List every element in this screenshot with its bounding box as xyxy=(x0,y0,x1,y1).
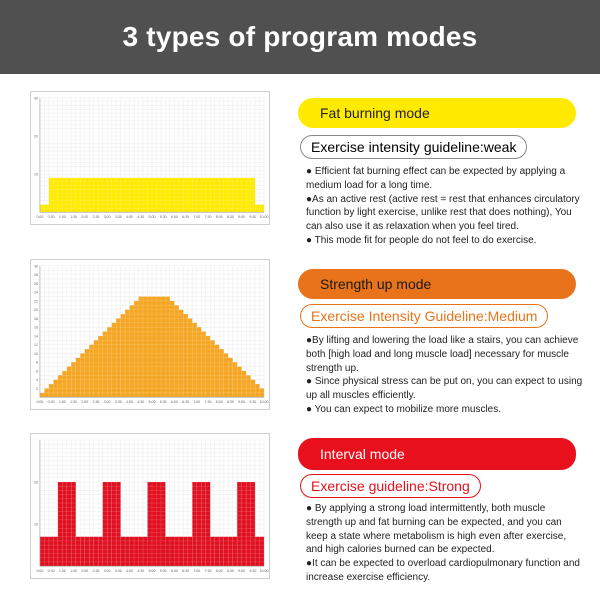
chart-bar xyxy=(76,537,81,566)
page-title: 3 types of program modes xyxy=(122,21,478,52)
chart-bar xyxy=(148,297,153,398)
chart-bar xyxy=(49,537,54,566)
chart-bar xyxy=(201,332,206,398)
chart-bar xyxy=(183,537,188,566)
y-tick-label: 20 xyxy=(33,480,38,485)
x-tick-label: 5:30 xyxy=(159,400,167,405)
chart-bar xyxy=(71,178,76,212)
chart-bar xyxy=(40,537,45,566)
chart-bar xyxy=(125,537,130,566)
chart-bar xyxy=(89,178,94,212)
chart-bar xyxy=(53,537,58,566)
x-tick-label: 9:30 xyxy=(249,569,257,574)
chart-bar xyxy=(170,178,175,212)
x-tick-label: 8:00 xyxy=(215,569,223,574)
chart-bar xyxy=(156,178,161,212)
interval-chart xyxy=(30,433,270,579)
chart-bar xyxy=(76,358,81,397)
x-tick-label: 7:30 xyxy=(204,215,212,220)
chart-bar xyxy=(156,297,161,398)
chart-bar xyxy=(237,367,242,398)
strength-up-line-2: ● Since physical stress can be put on, you can expect to using up all muscles efficiently. xyxy=(306,376,583,402)
chart-bar xyxy=(233,178,238,212)
chart-bar xyxy=(260,537,265,566)
chart-bar xyxy=(107,178,112,212)
x-tick-label: 1:30 xyxy=(70,400,78,405)
x-tick-label: 1:00 xyxy=(58,569,66,574)
chart-bar xyxy=(67,178,72,212)
chart-bar xyxy=(121,537,126,566)
chart-bar xyxy=(80,537,85,566)
x-tick-label: 4:00 xyxy=(126,400,134,405)
y-tick-label: 18 xyxy=(33,316,38,321)
chart-bar xyxy=(44,537,49,566)
x-tick-label: 5:30 xyxy=(159,569,167,574)
chart-bar xyxy=(130,305,135,397)
chart-bar xyxy=(143,297,148,398)
chart-bar xyxy=(94,340,99,397)
chart-bar xyxy=(94,178,99,212)
chart-bar xyxy=(210,340,215,397)
chart-bar xyxy=(224,178,229,212)
x-tick-label: 7:30 xyxy=(204,400,212,405)
strength-up-mode-title xyxy=(298,269,576,299)
chart-bar xyxy=(139,297,144,398)
chart-bar xyxy=(85,349,90,397)
fat-burning-chart xyxy=(30,91,270,225)
x-tick-label: 9:30 xyxy=(249,400,257,405)
y-tick-label: 28 xyxy=(33,273,38,278)
chart-bar xyxy=(161,178,166,212)
x-tick-label: 4:30 xyxy=(137,569,145,574)
interval-line-2: ●It can be expected to overload cardiopulmonary function and increase exercise efficiency. xyxy=(306,558,580,583)
x-tick-label: 0:00 xyxy=(36,215,44,220)
y-tick-label: 10 xyxy=(33,351,38,356)
fat-burning-line-3: ● This mode fit for people do not feel to do exercise. xyxy=(306,234,537,246)
chart-bar xyxy=(94,537,99,566)
chart-bar xyxy=(85,537,90,566)
strength-up-description xyxy=(306,334,584,417)
chart-bar xyxy=(121,178,126,212)
x-tick-label: 6:30 xyxy=(182,215,190,220)
chart-bar xyxy=(85,178,90,212)
x-tick-label: 10:00 xyxy=(259,569,269,574)
chart-bar xyxy=(40,393,45,397)
header-banner xyxy=(0,0,600,74)
x-tick-label: 2:30 xyxy=(92,400,100,405)
y-tick-label: 30 xyxy=(33,264,38,269)
chart-bar xyxy=(188,178,193,212)
chart-bar xyxy=(210,537,215,566)
y-tick-label: 10 xyxy=(33,172,38,177)
x-tick-label: 4:00 xyxy=(126,569,134,574)
strength-up-mode-label: Strength up mode xyxy=(320,276,432,292)
chart-bar xyxy=(183,314,188,397)
chart-bar xyxy=(228,178,233,212)
interval-line-1: ● By applying a strong load intermittently, both muscle strength up and fat burning can be expected, and you can keep a state where metabolism is high even after exercise, and high calories burned can be expected. xyxy=(306,503,567,556)
chart-bar xyxy=(237,178,242,212)
interval-guideline xyxy=(300,474,481,498)
x-tick-label: 5:00 xyxy=(148,215,156,220)
chart-bar xyxy=(215,178,220,212)
fat-burning-chart-svg xyxy=(31,92,269,224)
y-tick-label: 24 xyxy=(33,290,38,295)
chart-bar xyxy=(49,384,54,397)
chart-bar xyxy=(152,297,157,398)
y-tick-label: 8 xyxy=(35,360,38,365)
x-tick-label: 9:30 xyxy=(249,215,257,220)
x-tick-label: 9:00 xyxy=(238,215,246,220)
chart-bar xyxy=(58,375,63,397)
chart-bar xyxy=(179,178,184,212)
x-tick-label: 8:00 xyxy=(215,215,223,220)
x-tick-label: 0:00 xyxy=(36,400,44,405)
interval-chart-svg xyxy=(31,434,269,578)
chart-bar xyxy=(148,178,153,212)
chart-bar xyxy=(58,178,63,212)
x-tick-label: 4:00 xyxy=(126,215,134,220)
y-tick-label: 2 xyxy=(35,386,38,391)
x-tick-label: 6:30 xyxy=(182,569,190,574)
fat-burning-guideline xyxy=(300,135,527,159)
y-tick-label: 20 xyxy=(33,134,38,139)
x-tick-label: 3:30 xyxy=(114,215,122,220)
chart-bar xyxy=(242,178,247,212)
chart-bar xyxy=(139,537,144,566)
chart-bar xyxy=(255,537,260,566)
x-tick-label: 6:00 xyxy=(170,400,178,405)
x-tick-label: 1:00 xyxy=(58,215,66,220)
x-tick-label: 2:00 xyxy=(81,215,89,220)
x-tick-label: 7:30 xyxy=(204,569,212,574)
x-tick-label: 1:30 xyxy=(70,569,78,574)
y-tick-label: 6 xyxy=(35,369,38,374)
chart-bar xyxy=(215,537,220,566)
chart-bar xyxy=(152,178,157,212)
chart-bar xyxy=(165,537,170,566)
chart-bar xyxy=(228,358,233,397)
x-tick-label: 0:30 xyxy=(47,569,55,574)
x-tick-label: 5:00 xyxy=(148,400,156,405)
y-tick-label: 10 xyxy=(33,522,38,527)
strength-up-line-1: ●By lifting and lowering the load like a stairs, you can achieve both [high load and long muscle load] necessary for muscle strength up. xyxy=(306,335,579,374)
chart-bar xyxy=(170,537,175,566)
strength-up-guideline xyxy=(300,304,548,328)
chart-bar xyxy=(219,349,224,397)
chart-bar xyxy=(125,178,130,212)
x-tick-label: 5:00 xyxy=(148,569,156,574)
chart-bar xyxy=(130,537,135,566)
x-tick-label: 7:00 xyxy=(193,215,201,220)
x-tick-label: 2:30 xyxy=(92,569,100,574)
interval-description xyxy=(306,502,584,585)
chart-bar xyxy=(134,178,139,212)
chart-bar xyxy=(80,178,85,212)
chart-bar xyxy=(210,178,215,212)
x-tick-label: 6:30 xyxy=(182,400,190,405)
x-tick-label: 10:00 xyxy=(259,400,269,405)
x-tick-label: 3:00 xyxy=(103,400,111,405)
fat-burning-mode-title xyxy=(298,98,576,128)
chart-bar xyxy=(98,178,103,212)
chart-bar xyxy=(89,537,94,566)
chart-bar xyxy=(174,178,179,212)
chart-bar xyxy=(179,537,184,566)
y-tick-label: 12 xyxy=(33,343,38,348)
x-tick-label: 1:30 xyxy=(70,215,78,220)
chart-bar xyxy=(251,178,256,212)
chart-bar xyxy=(103,332,108,398)
strength-up-guideline-label: Exercise Intensity Guideline:Medium xyxy=(311,308,538,324)
x-tick-label: 6:00 xyxy=(170,569,178,574)
chart-bar xyxy=(183,178,188,212)
strength-up-chart-svg xyxy=(31,260,269,409)
x-tick-label: 0:00 xyxy=(36,569,44,574)
y-tick-label: 26 xyxy=(33,281,38,286)
chart-bar xyxy=(112,323,117,397)
x-tick-label: 3:30 xyxy=(114,400,122,405)
strength-up-chart xyxy=(30,259,270,410)
interval-mode-label: Interval mode xyxy=(320,446,405,462)
fat-burning-mode-label: Fat burning mode xyxy=(320,105,430,121)
x-tick-label: 2:30 xyxy=(92,215,100,220)
x-tick-label: 6:00 xyxy=(170,215,178,220)
x-tick-label: 3:30 xyxy=(114,569,122,574)
x-tick-label: 3:00 xyxy=(103,215,111,220)
chart-bar xyxy=(201,178,206,212)
chart-bar xyxy=(134,537,139,566)
chart-bar xyxy=(103,178,108,212)
x-tick-label: 7:00 xyxy=(193,569,201,574)
chart-bar xyxy=(116,178,121,212)
chart-bar xyxy=(192,178,197,212)
chart-bar xyxy=(62,178,67,212)
chart-bar xyxy=(246,178,251,212)
x-tick-label: 5:30 xyxy=(159,215,167,220)
x-tick-label: 9:00 xyxy=(238,400,246,405)
chart-bar xyxy=(233,537,238,566)
chart-bar xyxy=(67,367,72,398)
interval-mode-title xyxy=(298,438,576,470)
x-tick-label: 2:00 xyxy=(81,400,89,405)
fat-burning-description xyxy=(306,165,584,248)
chart-bar xyxy=(76,178,81,212)
y-tick-label: 30 xyxy=(33,96,38,101)
x-tick-label: 10:00 xyxy=(259,215,269,220)
strength-up-line-3: ● You can expect to mobilize more muscles. xyxy=(306,403,502,415)
chart-bar xyxy=(161,297,166,398)
fat-burning-guideline-label: Exercise intensity guideline:weak xyxy=(311,139,517,155)
x-tick-label: 9:00 xyxy=(238,569,246,574)
y-tick-label: 16 xyxy=(33,325,38,330)
chart-bar xyxy=(228,537,233,566)
x-tick-label: 4:30 xyxy=(137,215,145,220)
chart-bar xyxy=(112,178,117,212)
chart-bar xyxy=(219,537,224,566)
chart-bar xyxy=(192,323,197,397)
chart-bar xyxy=(255,384,260,397)
chart-bar xyxy=(206,178,211,212)
chart-bar xyxy=(224,537,229,566)
y-tick-label: 4 xyxy=(35,378,38,383)
chart-bar xyxy=(174,537,179,566)
chart-bar xyxy=(143,537,148,566)
x-tick-label: 8:30 xyxy=(226,569,234,574)
chart-bar xyxy=(143,178,148,212)
chart-bar xyxy=(165,297,170,398)
y-tick-label: 20 xyxy=(33,308,38,313)
y-tick-label: 22 xyxy=(33,299,38,304)
x-tick-label: 8:00 xyxy=(215,400,223,405)
x-tick-label: 3:00 xyxy=(103,569,111,574)
fat-burning-line-2: ●As an active rest (active rest = rest that enhances circulatory function by light exercise, unlike rest that does nothing), You can also use it as relaxation when you feel tired. xyxy=(306,193,580,233)
x-tick-label: 1:00 xyxy=(58,400,66,405)
x-tick-label: 4:30 xyxy=(137,400,145,405)
x-tick-label: 2:00 xyxy=(81,569,89,574)
x-tick-label: 8:30 xyxy=(226,400,234,405)
chart-bar xyxy=(219,178,224,212)
chart-bar xyxy=(188,537,193,566)
chart-bar xyxy=(174,305,179,397)
chart-bar xyxy=(139,178,144,212)
chart-bar xyxy=(130,178,135,212)
x-tick-label: 0:30 xyxy=(47,215,55,220)
chart-bar xyxy=(197,178,202,212)
chart-bar xyxy=(98,537,103,566)
chart-bar xyxy=(246,375,251,397)
chart-bar xyxy=(49,178,54,212)
chart-bar xyxy=(165,178,170,212)
interval-guideline-label: Exercise guideline:Strong xyxy=(311,478,470,494)
fat-burning-line-1: ● Efficient fat burning effect can be expected by applying a medium load for a long time. xyxy=(306,166,566,191)
chart-bar xyxy=(53,178,58,212)
x-tick-label: 7:00 xyxy=(193,400,201,405)
y-tick-label: 14 xyxy=(33,334,38,339)
x-tick-label: 8:30 xyxy=(226,215,234,220)
chart-bar xyxy=(121,314,126,397)
x-tick-label: 0:30 xyxy=(47,400,55,405)
